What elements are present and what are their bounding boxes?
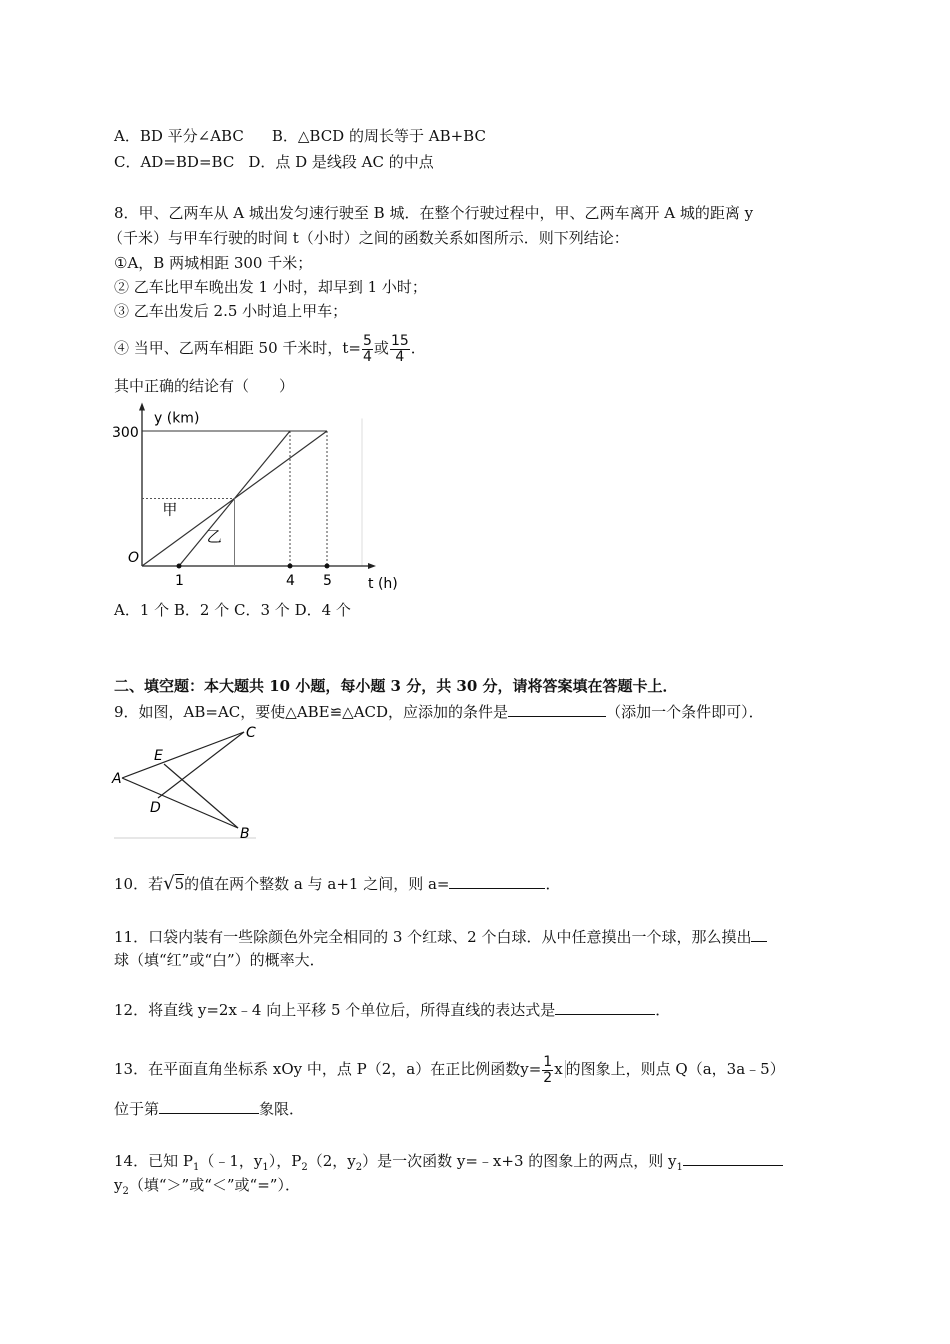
q9-tail: （添加一个条件即可）． <box>606 703 764 721</box>
q10-prefix: 10．若 <box>114 875 164 893</box>
origin-label: O <box>128 550 140 566</box>
tick-dot-t1 <box>177 564 182 569</box>
q7-option-d: D．点 D 是线段 AC 的中点 <box>248 153 434 171</box>
q8-s4-end: ． <box>410 339 426 357</box>
q14-line2-y: y <box>114 1176 123 1194</box>
q13-line2 <box>114 1098 304 1119</box>
q7-option-a: A．BD 平分∠ABC <box>114 127 244 145</box>
q13-fx-x: x <box>554 1060 565 1078</box>
q13-line1 <box>114 1052 785 1086</box>
q13-answer-blank[interactable] <box>159 1098 259 1114</box>
q12-end: ． <box>655 1001 671 1019</box>
q8-f1-num: 5 <box>363 332 372 349</box>
q8-fraction-1 <box>362 334 373 365</box>
q7-options-row2 <box>114 152 434 172</box>
q14-sub2: 1 <box>262 1162 269 1173</box>
q7-option-b: B．△BCD 的周长等于 AB+BC <box>271 127 486 145</box>
tick-dot-t4 <box>288 564 293 569</box>
q8-stem-line2: （千米）与甲车行驶的时间 t（小时）之间的函数关系如图所示．则下列结论： <box>108 229 629 247</box>
q13-line2-end: 象限． <box>259 1100 305 1118</box>
q14-part4: （2，y <box>307 1152 356 1170</box>
x-tick-4: 4 <box>286 573 295 589</box>
label-c: C <box>246 725 256 741</box>
q10-suffix: 的值在两个整数 a 与 a+1 之间，则 a= <box>184 875 450 893</box>
q14-sub1: 1 <box>192 1162 200 1173</box>
q10-radicand: 5 <box>174 875 185 893</box>
q14-part3: ），P <box>268 1152 302 1170</box>
q8-statement-1: ①A，B 两城相距 300 千米； <box>114 254 313 272</box>
q9-stem <box>114 701 764 722</box>
q14-sub3: 2 <box>301 1162 308 1173</box>
label-d: D <box>150 800 161 816</box>
q8-statement-2: ② 乙车比甲车晚出发 1 小时，却早到 1 小时； <box>114 278 427 296</box>
y-tick-300: 300 <box>112 425 139 441</box>
q13-fx-y: y= <box>520 1060 542 1078</box>
q9-text: 9．如图，AB=AC，要使△ABE≌△ACD，应添加的条件是 <box>114 703 509 721</box>
series-label-jia: 甲 <box>162 500 178 519</box>
q10-end: ． <box>545 875 561 893</box>
x-axis-arrow-icon <box>368 563 376 569</box>
segment-be <box>164 764 238 828</box>
q11-line1 <box>114 926 767 947</box>
x-tick-5: 5 <box>323 573 332 589</box>
q14-part5: ）是一次函数 y=﹣x+3 的图象上的两点，则 y <box>362 1152 677 1170</box>
q13-f-den: 2 <box>543 1069 553 1086</box>
q8-answer-options: A．1 个 B．2 个 C．3 个 D．4 个 <box>114 601 351 619</box>
y-axis-label: y (km) <box>154 410 200 427</box>
q13-suffix: 的图象上，则点 Q（a，3a﹣5） <box>565 1060 785 1078</box>
q14-line2 <box>114 1175 300 1202</box>
q13-f-num: 1 <box>543 1053 553 1070</box>
q13-line2-prefix: 位于第 <box>114 1100 160 1118</box>
series-label-yi: 乙 <box>206 527 222 546</box>
q8-statement-4 <box>114 333 426 365</box>
sqrt-icon: √ <box>163 873 175 894</box>
x-tick-1: 1 <box>175 573 184 589</box>
q12-stem <box>114 999 670 1020</box>
y-axis-arrow-icon <box>139 403 145 411</box>
q8-distance-time-chart <box>110 395 398 600</box>
q14-sub5: 1 <box>676 1162 683 1173</box>
segment-ac <box>122 732 244 778</box>
q13-fraction <box>542 1055 553 1086</box>
q8-f1-den: 4 <box>363 348 372 365</box>
q12-text: 12．将直线 y=2x﹣4 向上平移 5 个单位后，所得直线的表达式是 <box>114 1001 556 1019</box>
q11-answer-blank[interactable] <box>751 926 767 942</box>
tick-dot-t5 <box>325 564 330 569</box>
q11-text: 11．口袋内装有一些除颜色外完全相同的 3 个红球、2 个白球．从中任意摸出一个球，那么摸出 <box>114 928 752 946</box>
q11-line2: 球（填“红”或“白”）的概率大． <box>114 951 325 969</box>
q14-line2-text: （填“＞”或“＜”或“=”）． <box>128 1176 300 1194</box>
q8-f2-den: 4 <box>395 348 405 365</box>
q14-line1 <box>114 1150 783 1178</box>
q8-s4-or: 或 <box>373 339 389 357</box>
q8-fraction-2 <box>390 334 410 365</box>
q14-line2-sub: 2 <box>122 1186 129 1197</box>
segment-ab <box>122 778 238 828</box>
section2-heading: 二、填空题：本大题共 10 小题，每小题 3 分，共 30 分，请将答案填在答题卡上． <box>114 677 678 695</box>
q8-f2-num: 15 <box>390 332 409 349</box>
label-e: E <box>154 748 163 764</box>
q9-triangle-figure <box>112 724 262 844</box>
q12-answer-blank[interactable] <box>555 999 655 1015</box>
q8-s4-prefix: ④ 当甲、乙两车相距 50 千米时，t= <box>114 339 361 357</box>
q14-answer-blank[interactable] <box>683 1150 783 1166</box>
label-b: B <box>240 826 250 842</box>
q8-question: 其中正确的结论有（ ） <box>114 377 295 395</box>
x-axis-label: t (h) <box>368 576 398 592</box>
q10-stem <box>114 873 561 894</box>
q14-part1: 14．已知 P <box>114 1152 193 1170</box>
q14-part2: （﹣1，y <box>199 1152 263 1170</box>
q9-answer-blank[interactable] <box>508 701 606 717</box>
q8-statement-3: ③ 乙车出发后 2.5 小时追上甲车； <box>114 302 348 320</box>
q10-answer-blank[interactable] <box>449 873 545 889</box>
segment-cd <box>158 732 244 798</box>
q8-stem-line1: 8．甲、乙两车从 A 城出发匀速行驶至 B 城．在整个行驶过程中，甲、乙两车离开 A 城的距离 y <box>114 204 754 222</box>
q7-option-c: C．AD=BD=BC <box>114 153 235 171</box>
q14-sub4: 2 <box>355 1162 363 1173</box>
q7-options-row1 <box>114 126 486 146</box>
label-a: A <box>112 771 122 787</box>
q13-prefix: 13．在平面直角坐标系 xOy 中，点 P（2，a）在正比例函数 <box>114 1060 521 1078</box>
